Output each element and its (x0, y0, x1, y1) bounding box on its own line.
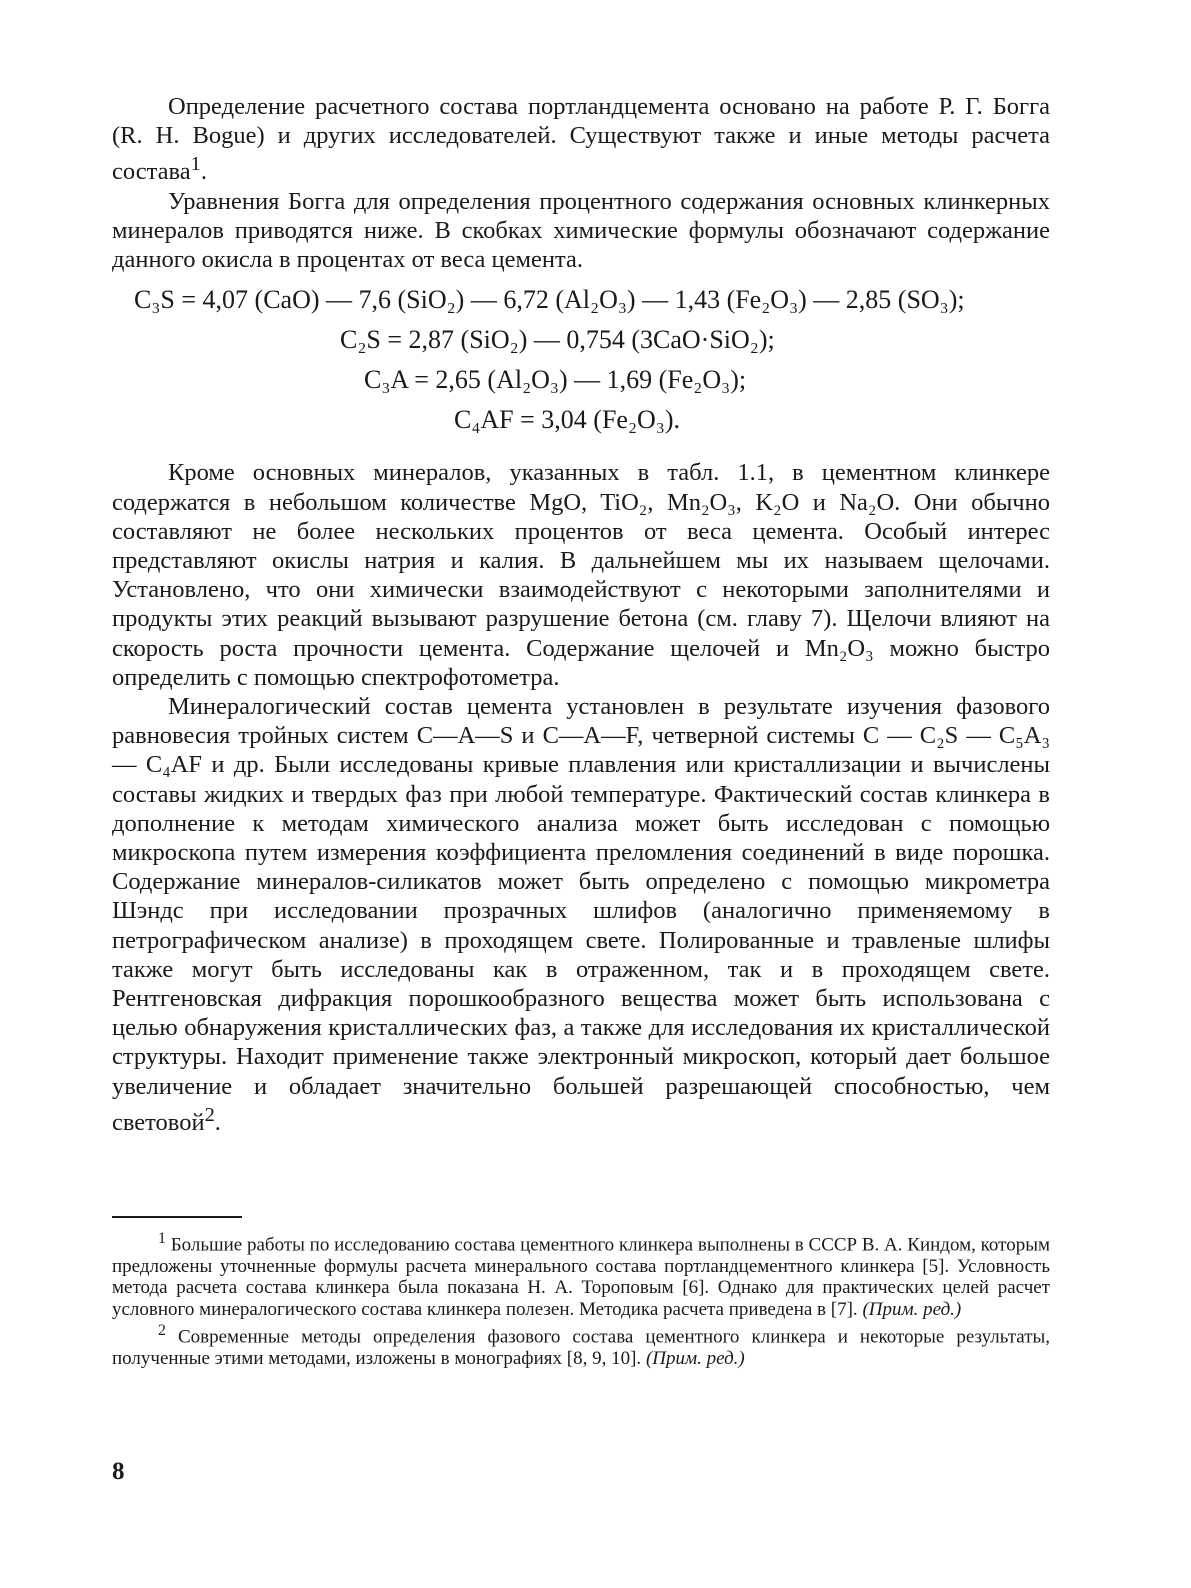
paragraph-1-text: Определение расчетного состава портландцемента основано на работе Р. Г. Богга (R. H. Bogue) и других исследователей. Существуют также и иные методы расчета состава (112, 93, 1050, 186)
footnote-ref-2[interactable]: 2 (204, 1103, 215, 1126)
page-number: 8 (112, 1458, 125, 1485)
equation-c3a: C₃A = 2,65 (Al₂O₃) — 1,69 (Fe₂O₃); (364, 365, 747, 395)
footnote-marker-1: 1 (158, 1230, 166, 1247)
footnote-2-text: Современные методы определения фазового состава цементного клинкера и некоторые результаты, полученные этими методами, изложены в монографиях [8, 9, 10]. (112, 1326, 1051, 1370)
paragraph-2: Уравнения Богга для определения процентного содержания основных клинкерных минералов приводятся ниже. В скобках химические формулы обозначают содержание данного окисла в процентах от веса цемента. (112, 187, 1050, 274)
footnote-ref-1[interactable]: 1 (190, 153, 201, 176)
equation-c3s: C₃S = 4,07 (CaO) — 7,6 (SiO₂) — 6,72 (Al₂O₃) — 1,43 (Fe₂O₃) — 2,85 (SO₃); (134, 285, 965, 315)
paragraph-1-end: . (200, 158, 207, 186)
footnote-1-text: Большие работы по исследованию состава цементного клинкера выполнены в СССР В. А. Киндом, которым предложены уточненные формулы расчета минерального состава портландцементного клинкера [5]. Условность метода расчета состава клинкера была показана Н. А. Тороповым [6]. Однако для практических целей расчет условного минералогического состава клинкера полезен. Методика расчета приведена в [7]. (112, 1234, 1051, 1320)
footnote-2-note: (Прим. ред.) (645, 1348, 745, 1370)
footnote-1 (112, 1228, 1050, 1320)
bogue-equations (112, 280, 1050, 440)
paragraph-4 (112, 692, 1050, 1137)
paragraph-3: Кроме основных минералов, указанных в табл. 1.1, в цементном клинкере содержатся в небольшом количестве MgO, TiO₂, Mn₂O₃, K₂O и Na₂O. Они обычно составляют не более нескольких процентов от веса цемента. Особый интерес представляют окислы натрия и калия. В дальнейшем мы их называем щелочами. Установлено, что они химически взаимодействуют с некоторыми заполнителями и продукты этих реакций вызывают разрушение бетона (см. главу 7). Щелочи влияют на скорость роста прочности цемента. Содержание щелочей и Mn₂O₃ можно быстро определить с помощью спектрофотометра. (112, 459, 1050, 691)
paragraph-4-end: . (214, 1109, 221, 1136)
footnote-1-note: (Прим. ред.) (862, 1298, 962, 1320)
equation-c4af: C₄AF = 3,04 (Fe₂O₃). (454, 405, 681, 435)
paragraph-4-text: Минералогический состав цемента установлен в результате изучения фазового равновесия тройных систем C—A—S и C—A—F, четверной системы C — C₂S — C₅A₃ — C₄AF и др. Были исследованы кривые плавления или кристаллизации и вычислены составы жидких и твердых фаз при любой температуре. Фактический состав клинкера в дополнение к методам химического анализа может быть исследован с помощью микроскопа путем измерения коэффициента преломления соединений в виде порошка. Содержание минералов-силикатов может быть определено с помощью микрометра Шэндс при исследовании прозрачных шлифов (аналогично применяемому в петрографическом анализе) в проходящем свете. Полированные и травленые шлифы также могут быть исследованы как в отраженном, так и в проходящем свете. Рентгеновская дифракция порошкообразного вещества может быть использована с целью обнаружения кристаллических фаз, а также для исследования их кристаллической структуры. Находит применение также электронный микроскоп, который дает большое увеличение и обладает значительно большей разрешающей способностью, чем световой (112, 693, 1050, 1136)
footnote-2 (112, 1320, 1050, 1369)
body-text (112, 92, 1050, 1137)
equation-c2s: C₂S = 2,87 (SiO₂) — 0,754 (3CaO·SiO₂); (340, 325, 775, 355)
footnote-divider (112, 1216, 242, 1218)
footnotes (112, 1228, 1050, 1370)
footnote-marker-2: 2 (158, 1322, 166, 1340)
paragraph-1 (112, 92, 1050, 187)
